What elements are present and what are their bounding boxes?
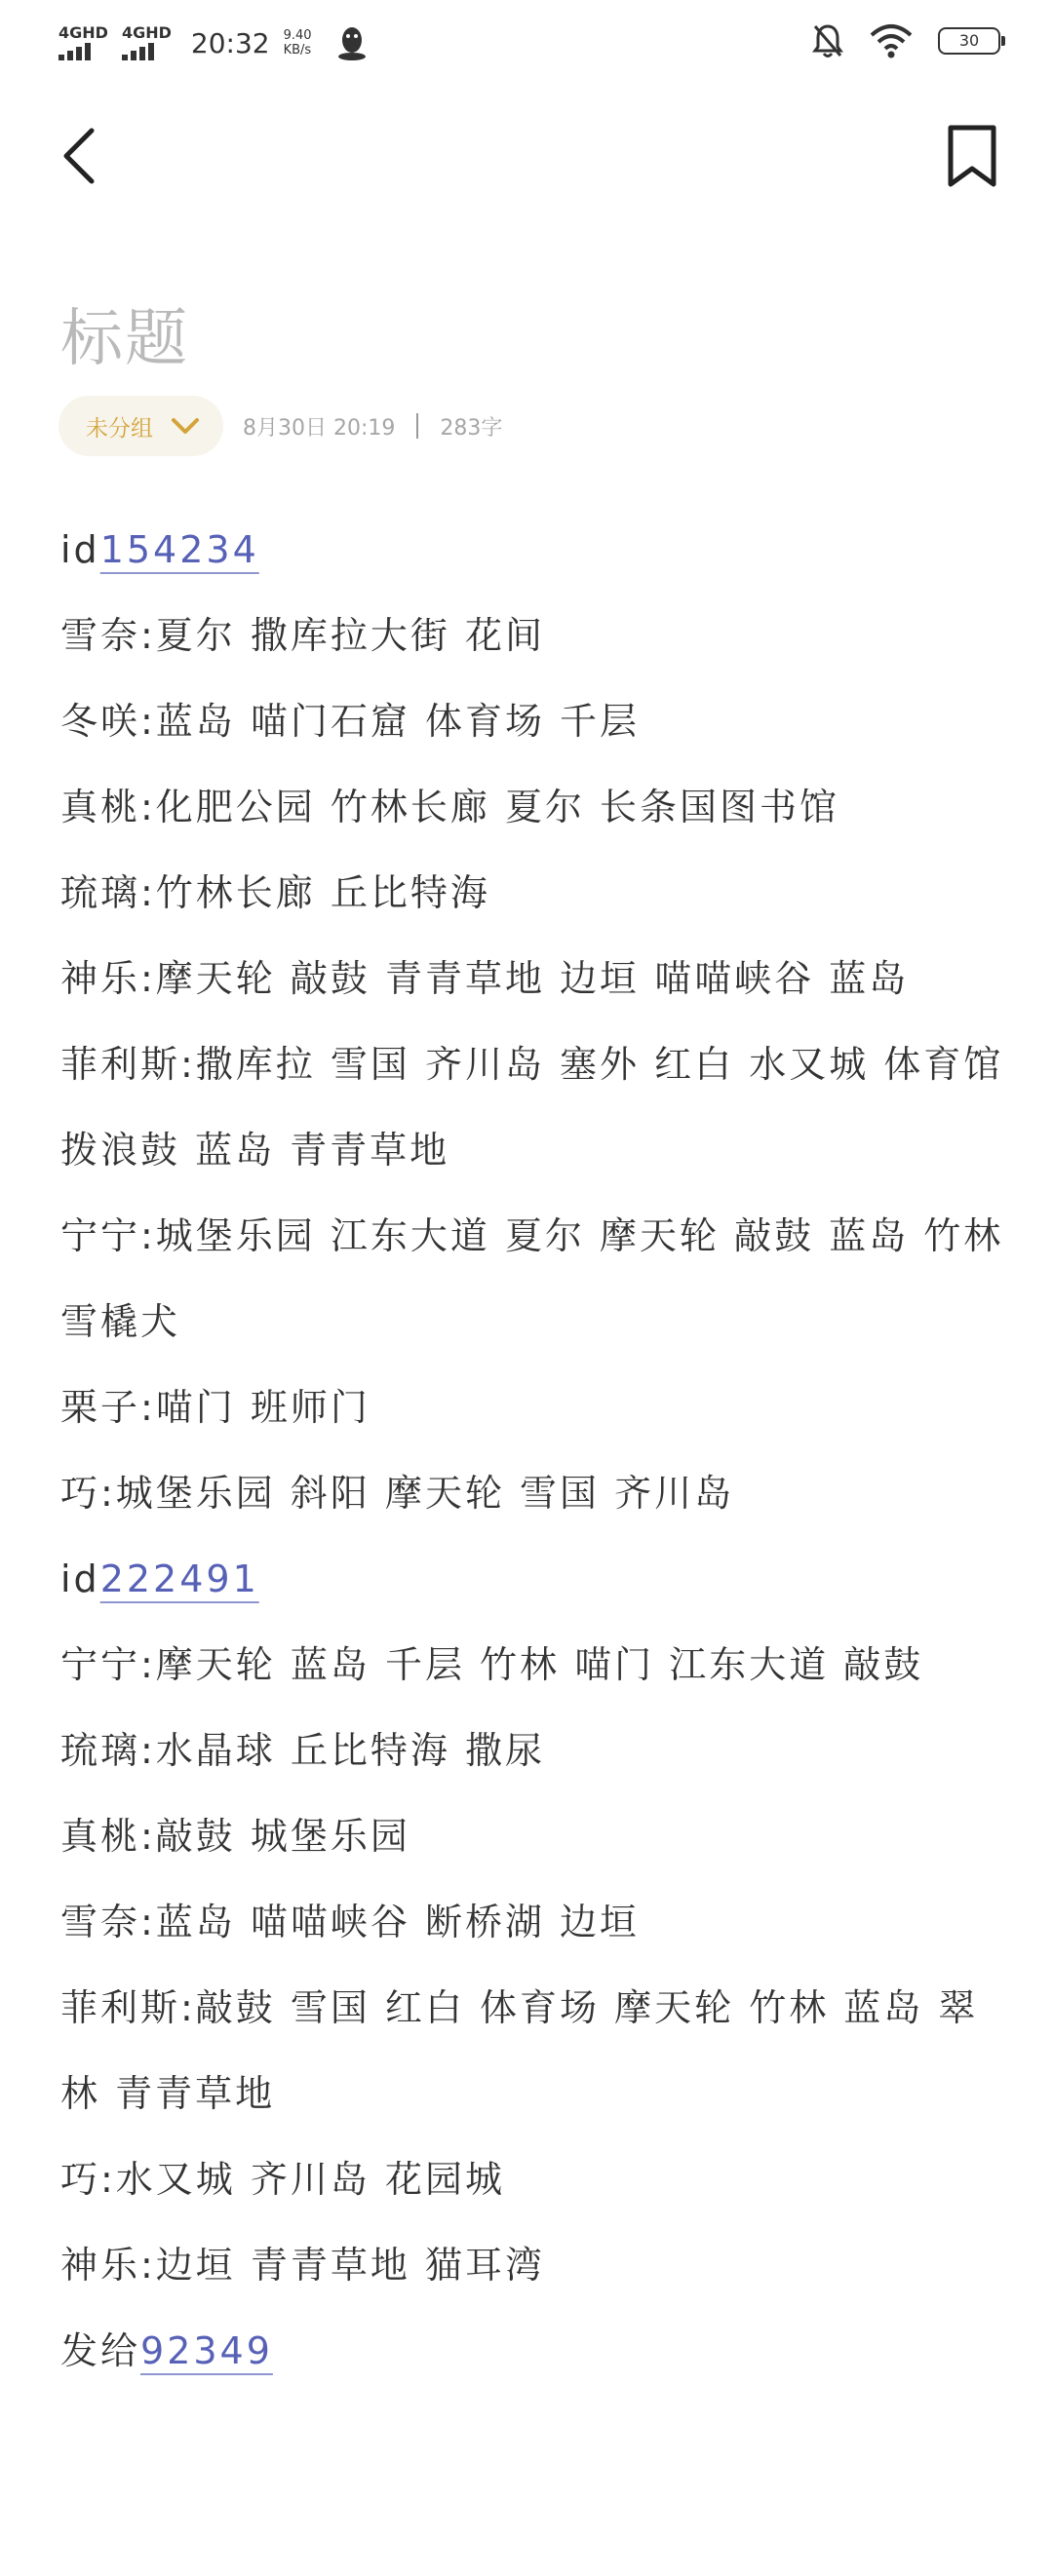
line-text: 菲利斯:敲鼓 雪国 红白 体育场 摩天轮 竹林 蓝岛 翠林 青青草地 (60, 1986, 979, 2115)
note-line (60, 1622, 1006, 1708)
note-line (60, 1193, 1006, 1365)
top-nav-bar (0, 97, 1053, 214)
line-text: 宁宁:摩天轮 蓝岛 千层 竹林 喵门 江东大道 敲鼓 (60, 1643, 924, 1686)
speed-value: 9.40 (283, 28, 312, 43)
network-type-label: 4GHD (121, 23, 172, 42)
network-speed (284, 28, 312, 58)
bookmark-icon (946, 124, 998, 188)
clock: 20:32 (190, 26, 270, 59)
word-count: 283字 (440, 415, 503, 441)
line-text: 栗子:喵门 班师门 (60, 1386, 370, 1429)
note-line (60, 764, 1006, 850)
note-line (60, 850, 1006, 936)
note-line (60, 507, 1006, 593)
signal-sim2 (122, 25, 172, 60)
note-line (60, 1708, 1006, 1793)
battery-icon (938, 27, 1000, 55)
line-text: 菲利斯:撒库拉 雪国 齐川岛 塞外 红白 水又城 体育馆 拨浪鼓 蓝岛 青青草地 (60, 1043, 1004, 1172)
id-link[interactable]: 92349 (140, 2329, 273, 2372)
group-selector[interactable] (58, 396, 223, 456)
bell-muted-icon (811, 22, 844, 59)
note-line (60, 2136, 1006, 2222)
note-line (60, 1879, 1006, 1965)
bookmark-button[interactable] (920, 117, 998, 195)
note-line (60, 2308, 1006, 2394)
line-prefix: id (60, 528, 100, 571)
id-link[interactable]: 222491 (99, 1557, 259, 1600)
battery-level: 30 (958, 31, 980, 50)
line-prefix: 发给 (60, 2329, 141, 2372)
line-text: 冬咲:蓝岛 喵门石窟 体育场 千层 (60, 700, 641, 743)
speed-unit: KB/s (283, 43, 312, 58)
note-line (60, 1021, 1006, 1193)
note-line (60, 1365, 1006, 1450)
group-label: 未分组 (86, 415, 153, 442)
wifi-icon (870, 23, 913, 58)
note-line (60, 1536, 1006, 1622)
line-text: 巧:水又城 齐川岛 花园城 (60, 2158, 505, 2201)
status-bar (0, 0, 1053, 82)
note-line (60, 936, 1006, 1021)
id-link[interactable]: 154234 (99, 528, 259, 571)
note-title[interactable]: 标题 (60, 303, 189, 375)
note-date: 8月30日 20:19 (243, 415, 396, 441)
line-text: 琉璃:竹林长廊 丘比特海 (60, 871, 490, 914)
chevron-left-icon (58, 127, 98, 185)
line-text: 巧:城堡乐园 斜阳 摩天轮 雪国 齐川岛 (60, 1472, 735, 1515)
line-text: 真桃:化肥公园 竹林长廊 夏尔 长条国图书馆 (60, 786, 840, 828)
network-type-label: 4GHD (58, 23, 108, 42)
line-text: 宁宁:城堡乐园 江东大道 夏尔 摩天轮 敲鼓 蓝岛 竹林 雪橇犬 (60, 1214, 1004, 1343)
note-line (60, 1450, 1006, 1536)
status-left (58, 16, 369, 70)
chevron-down-icon (171, 417, 200, 435)
line-prefix: id (60, 1557, 100, 1600)
note-line (60, 593, 1006, 678)
note-line (60, 678, 1006, 764)
note-body[interactable] (60, 507, 1006, 2394)
line-text: 真桃:敲鼓 城堡乐园 (60, 1815, 410, 1858)
signal-bars-icon (122, 43, 154, 60)
status-right (811, 19, 1000, 62)
note-meta-row (58, 396, 502, 456)
qq-penguin-icon (335, 24, 369, 61)
meta-divider (416, 413, 418, 439)
line-text: 神乐:边垣 青青草地 猫耳湾 (60, 2244, 545, 2287)
line-text: 琉璃:水晶球 丘比特海 撒尿 (60, 1729, 545, 1772)
signal-sim1 (58, 25, 108, 60)
line-text: 雪奈:夏尔 撒库拉大街 花间 (60, 614, 545, 657)
line-text: 雪奈:蓝岛 喵喵峡谷 断桥湖 边垣 (60, 1901, 641, 1943)
back-button[interactable] (58, 117, 136, 195)
note-line (60, 2222, 1006, 2308)
signal-bars-icon (58, 43, 91, 60)
note-line (60, 1965, 1006, 2136)
line-text: 神乐:摩天轮 敲鼓 青青草地 边垣 喵喵峡谷 蓝岛 (60, 957, 910, 1000)
note-line (60, 1793, 1006, 1879)
